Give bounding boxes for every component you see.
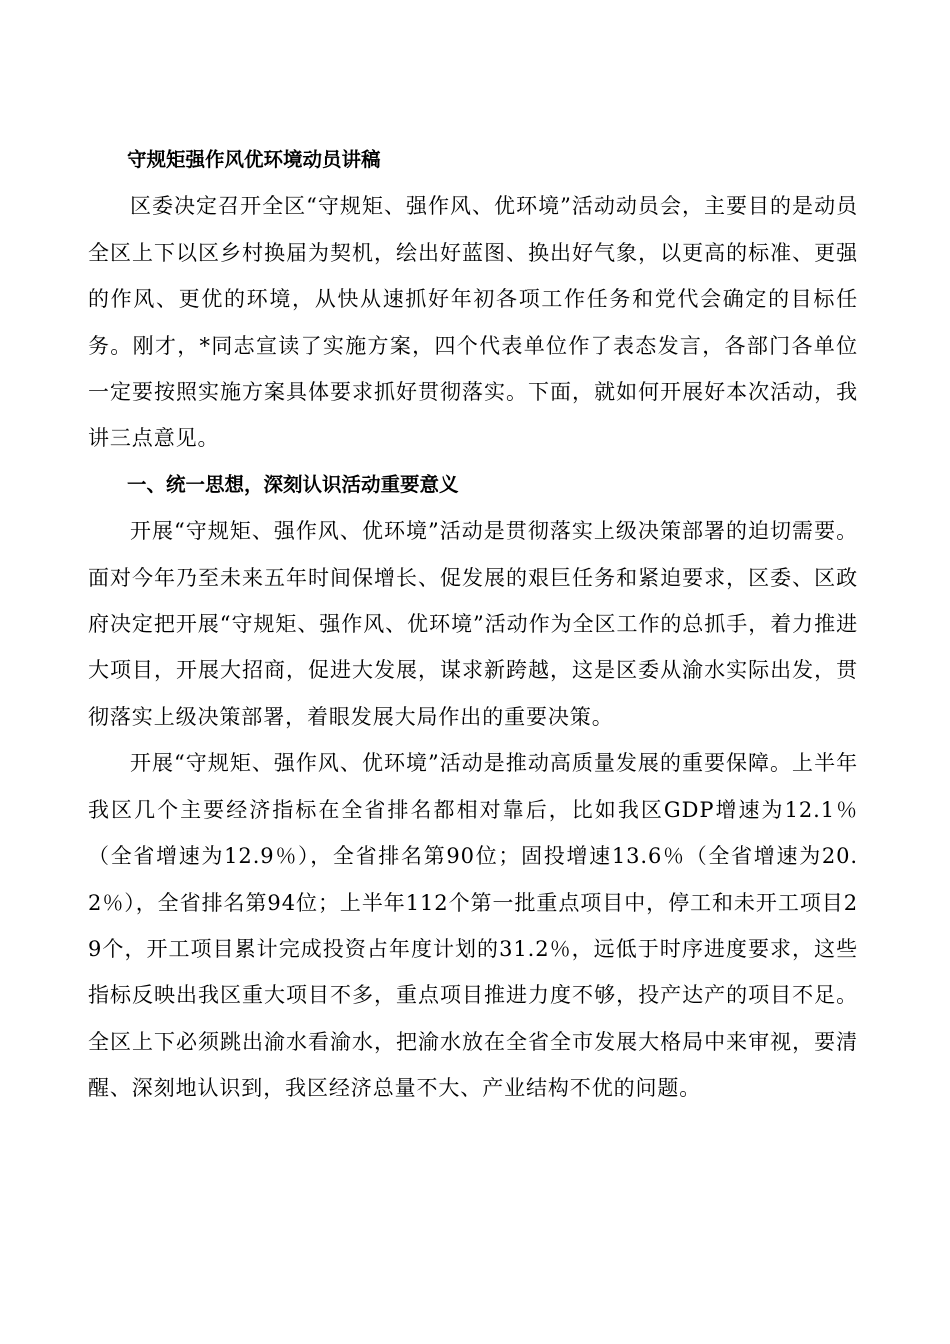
document-body: [88, 137, 858, 1112]
paragraph-intro: 区委决定召开全区“守规矩、强作风、优环境”活动动员会，主要目的是动员全区上下以区乡村换届为契机，绘出好蓝图、换出好气象，以更高的标准、更强的作风、更优的环境，从快从速抓好年初各项工作任务和党代会确定的目标任务。刚才，*同志宣读了实施方案，四个代表单位作了表态发言，各部门各单位一定要按照实施方案具体要求抓好贯彻落实。下面，就如何开展好本次活动，我讲三点意见。: [88, 194, 858, 451]
document-title: 守规矩强作风优环境动员讲稿: [127, 148, 381, 171]
paragraph-section1-point2: 开展“守规矩、强作风、优环境”活动是推动高质量发展的重要保障。上半年我区几个主要经济指标在全省排名都相对靠后，比如我区GDP增速为12.1％（全省增速为12.9％），全省排名第90位；固投增速13.6％（全省增速为20.2％），全省排名第94位；上半年112个第一批重点项目中，停工和未开工项目29个，开工项目累计完成投资占年度计划的31.2％，远低于时序进度要求，这些指标反映出我区重大项目不多，重点项目推进力度不够，投产达产的项目不足。全区上下必须跳出渝水看渝水，把渝水放在全省全市发展大格局中来审视，要清醒、深刻地认识到，我区经济总量不大、产业结构不优的问题。: [88, 751, 858, 1101]
section-heading-1: 一、统一思想，深刻认识活动重要意义: [127, 472, 459, 496]
paragraph-section1-point1: 开展“守规矩、强作风、优环境”活动是贯彻落实上级决策部署的迫切需要。面对今年乃至未来五年时间保增长、促发展的艰巨任务和紧迫要求，区委、区政府决定把开展“守规矩、强作风、优环境”活动作为全区工作的总抓手，着力推进大项目，开展大招商，促进大发展，谋求新跨越，这是区委从渝水实际出发，贯彻落实上级决策部署，着眼发展大局作出的重要决策。: [88, 519, 858, 729]
